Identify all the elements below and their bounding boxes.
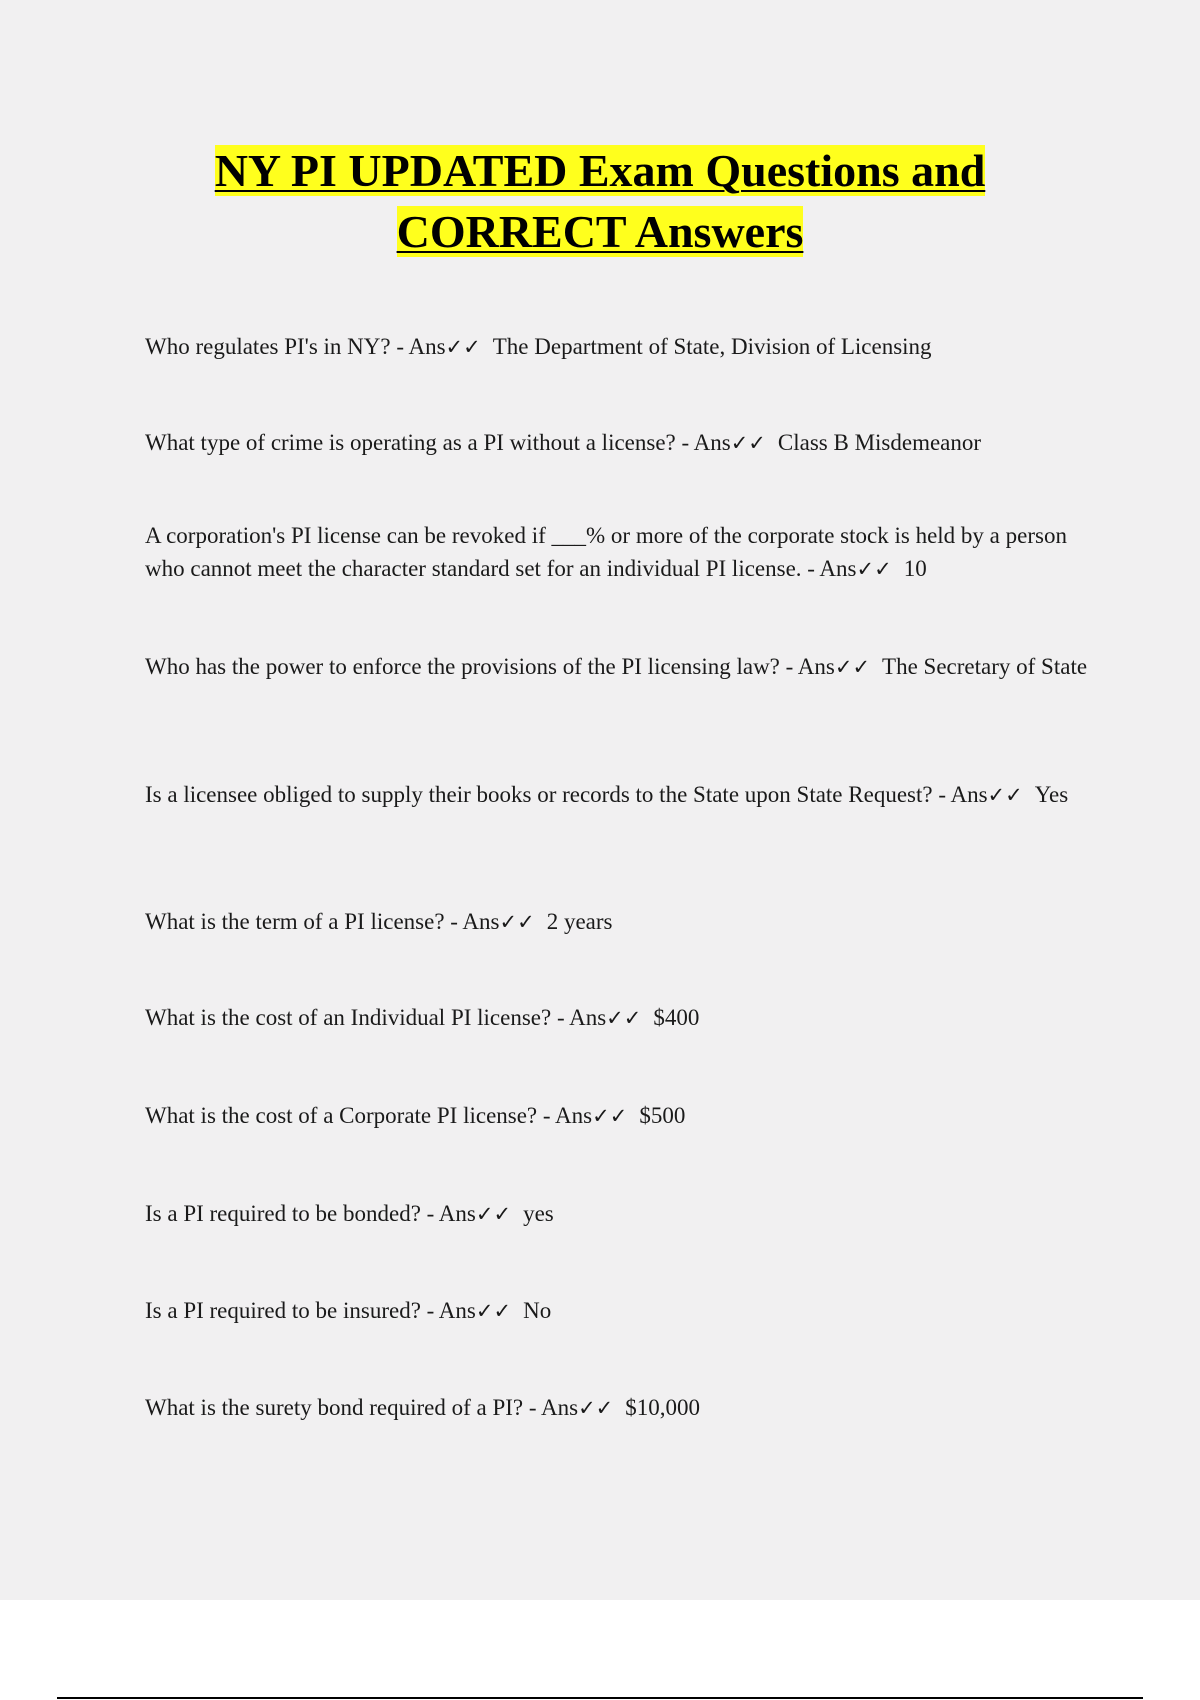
question-text: What is the cost of a Corporate PI license? (145, 1103, 538, 1128)
qa-item-5 (145, 778, 1095, 812)
double-check-icon: ✓✓ (730, 431, 766, 455)
question-text: Who has the power to enforce the provisions of the PI licensing law? (145, 654, 780, 679)
ans-marker: - Ans (537, 1103, 593, 1128)
qa-item-1 (145, 330, 1095, 364)
title-line-2: CORRECT Answers (396, 206, 804, 257)
bottom-divider (57, 1697, 1143, 1699)
double-check-icon: ✓✓ (578, 1396, 614, 1420)
double-check-icon: ✓✓ (834, 655, 871, 679)
question-text: What is the cost of an Individual PI license? (145, 1005, 552, 1030)
ans-marker: - Ans (420, 1201, 476, 1226)
ans-marker: - Ans (675, 430, 731, 455)
double-check-icon: ✓✓ (445, 335, 481, 359)
question-text: Is a licensee obliged to supply their books or records to the State upon State Request? (145, 782, 933, 807)
ans-marker: - Ans (551, 1005, 607, 1030)
qa-item-10 (145, 1294, 1095, 1328)
ans-marker: - Ans (444, 909, 500, 934)
question-text: Is a PI required to be insured? (145, 1298, 421, 1323)
question-text: What is the term of a PI license? (145, 909, 445, 934)
qa-item-4 (145, 650, 1095, 684)
answer-text: 2 years (546, 909, 613, 934)
ans-marker: - Ans (523, 1395, 579, 1420)
ans-marker: - Ans (801, 556, 857, 581)
question-text: What is the surety bond required of a PI? (145, 1395, 524, 1420)
answer-text: Yes (1034, 782, 1069, 807)
document-title (0, 140, 1200, 262)
answer-text: The Secretary of State (882, 654, 1088, 679)
qa-item-11 (145, 1391, 1095, 1425)
answer-text: Class B Misdemeanor (777, 430, 982, 455)
qa-item-7 (145, 1001, 1095, 1035)
answer-text: $10,000 (625, 1395, 701, 1420)
double-check-icon: ✓✓ (856, 557, 892, 581)
question-text: Who regulates PI's in NY? (145, 334, 391, 359)
question-text: What type of crime is operating as a PI without a license? (145, 430, 676, 455)
ans-marker: - Ans (779, 654, 835, 679)
ans-marker: - Ans (932, 782, 988, 807)
double-check-icon: ✓✓ (499, 910, 535, 934)
answer-text: $500 (639, 1103, 686, 1128)
answer-text: yes (523, 1201, 554, 1226)
answer-text: $400 (653, 1005, 700, 1030)
answer-text: The Department of State, Division of Licensing (492, 334, 932, 359)
double-check-icon: ✓✓ (475, 1202, 512, 1226)
qa-item-8 (145, 1099, 1095, 1133)
qa-item-6 (145, 905, 1095, 939)
qa-item-3 (145, 519, 1095, 586)
double-check-icon: ✓✓ (592, 1104, 628, 1128)
ans-marker: - Ans (390, 334, 446, 359)
double-check-icon: ✓✓ (987, 783, 1023, 807)
question-text: Is a PI required to be bonded? (145, 1201, 421, 1226)
qa-item-2 (145, 426, 1095, 460)
ans-marker: - Ans (420, 1298, 476, 1323)
double-check-icon: ✓✓ (475, 1299, 512, 1323)
answer-text: No (523, 1298, 552, 1323)
double-check-icon: ✓✓ (606, 1006, 642, 1030)
answer-text: 10 (903, 556, 927, 581)
title-line-1: NY PI UPDATED Exam Questions and (214, 145, 986, 196)
question-text: A corporation's PI license can be revoked if ___% or more of the corporate stock is held by a person who cannot meet the character standard set for an individual PI license. (145, 523, 1067, 581)
qa-item-9 (145, 1197, 1095, 1231)
